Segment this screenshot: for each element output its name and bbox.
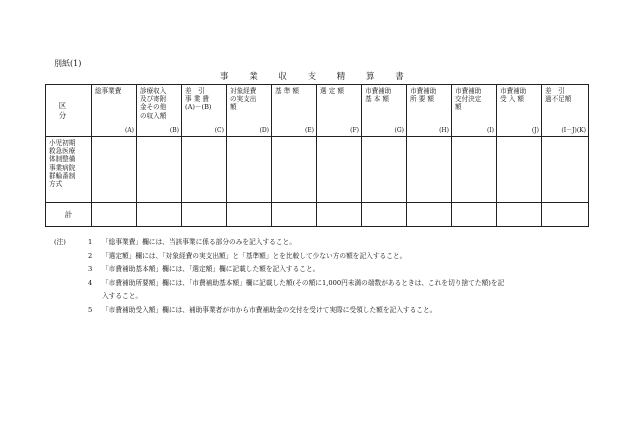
column-header-text: 基 準 額 <box>275 87 299 95</box>
column-code: (J) <box>531 126 539 134</box>
column-header <box>317 85 362 137</box>
column-header-text: 市費補助 所 要 額 <box>410 87 437 104</box>
column-header <box>452 85 497 137</box>
note-number: 1 <box>88 238 93 246</box>
column-header <box>137 85 182 137</box>
data-cell <box>542 137 589 203</box>
corner-label: 区 分 <box>46 85 92 137</box>
total-cell <box>497 203 542 227</box>
column-header-text: 対象経費 の実支出 額 <box>230 87 257 112</box>
total-cell <box>407 203 452 227</box>
total-cell <box>137 203 182 227</box>
note-item <box>88 250 593 264</box>
column-header-text: 市費補助 基 本 額 <box>365 87 392 104</box>
column-header-text: 総事業費 <box>95 87 122 95</box>
row-label: 小児初期 救急医療 体制整備 事業病院 群輪番制 方式 <box>49 139 76 189</box>
total-cell <box>317 203 362 227</box>
total-cell <box>542 203 589 227</box>
column-header-text: 診療収入 及び寄附 金その他 の収入額 <box>140 87 167 120</box>
note-number: 2 <box>88 251 93 260</box>
column-code: (H) <box>439 126 449 134</box>
note-number: 3 <box>88 265 93 273</box>
note-number: 4 <box>88 278 93 287</box>
note-item <box>88 304 593 318</box>
note-text: 「市費補助基本額」欄には、「選定額」欄に記載した額を記入すること。 <box>102 265 320 273</box>
column-header-text: 差 引 過不足額 <box>545 87 572 104</box>
data-cell <box>182 137 227 203</box>
column-code: (E) <box>304 126 314 134</box>
column-code: (A) <box>124 126 134 134</box>
table-header-row <box>46 85 589 137</box>
total-cell <box>452 203 497 227</box>
column-header-text: 選 定 額 <box>320 87 344 95</box>
document-title: 事 業 収 支 精 算 書 <box>220 72 413 82</box>
data-cell <box>227 137 272 203</box>
data-cell <box>407 137 452 203</box>
note-item <box>88 277 593 291</box>
data-cell <box>362 137 407 203</box>
note-number: 5 <box>88 305 93 314</box>
column-code: (C) <box>214 126 224 134</box>
notes-list <box>88 236 593 317</box>
data-cell <box>317 137 362 203</box>
column-header-text: 市費補助 受 入 額 <box>500 87 527 104</box>
column-header <box>92 85 137 137</box>
column-header <box>542 85 589 137</box>
data-cell <box>497 137 542 203</box>
column-header <box>362 85 407 137</box>
note-item <box>88 236 593 250</box>
note-text: 「市費補助所要額」欄には、「市費補助基本額」欄に記載した額(その額に1,000円未満の端数があるときは、これを切り捨てた額)を記 <box>102 278 505 287</box>
note-text: 「市費補助受入額」欄には、補助事業者が市から市費補助金の交付を受けて実際に受領した額を記入すること。 <box>102 305 437 314</box>
column-code: (I) <box>486 126 494 134</box>
column-code: (D) <box>259 126 269 134</box>
total-row <box>46 203 589 227</box>
column-header <box>407 85 452 137</box>
data-cell <box>92 137 137 203</box>
column-code: (I－J)(K) <box>561 126 586 134</box>
column-code: (B) <box>169 126 179 134</box>
column-header-text: 市費補助 交付決定 額 <box>455 87 482 112</box>
total-label: 計 <box>46 203 92 227</box>
total-cell <box>272 203 317 227</box>
total-cell <box>227 203 272 227</box>
data-cell <box>137 137 182 203</box>
row-label-cell <box>46 137 92 203</box>
note-text: 「選定額」欄には、「対象経費の実支出額」と「基準額」とを比較して少ない方の額を記入すること。 <box>102 251 407 260</box>
note-text: 「総事業費」欄には、当該事業に係る部分のみを記入すること。 <box>102 238 296 246</box>
column-header <box>497 85 542 137</box>
data-cell <box>272 137 317 203</box>
column-header-text: 差 引 事 業 費 (A)－(B) <box>185 87 212 112</box>
attachment-label: 別紙(1) <box>54 59 82 68</box>
total-cell <box>182 203 227 227</box>
notes-head: (注) <box>54 238 66 246</box>
table-row <box>46 137 589 203</box>
column-header <box>182 85 227 137</box>
column-header <box>272 85 317 137</box>
note-continuation: 入すること。 <box>102 292 143 300</box>
column-code: (G) <box>394 126 404 134</box>
data-cell <box>452 137 497 203</box>
total-cell <box>362 203 407 227</box>
settlement-table <box>45 84 589 227</box>
total-cell <box>92 203 137 227</box>
column-header <box>227 85 272 137</box>
column-code: (F) <box>350 126 359 134</box>
note-item <box>88 263 593 277</box>
